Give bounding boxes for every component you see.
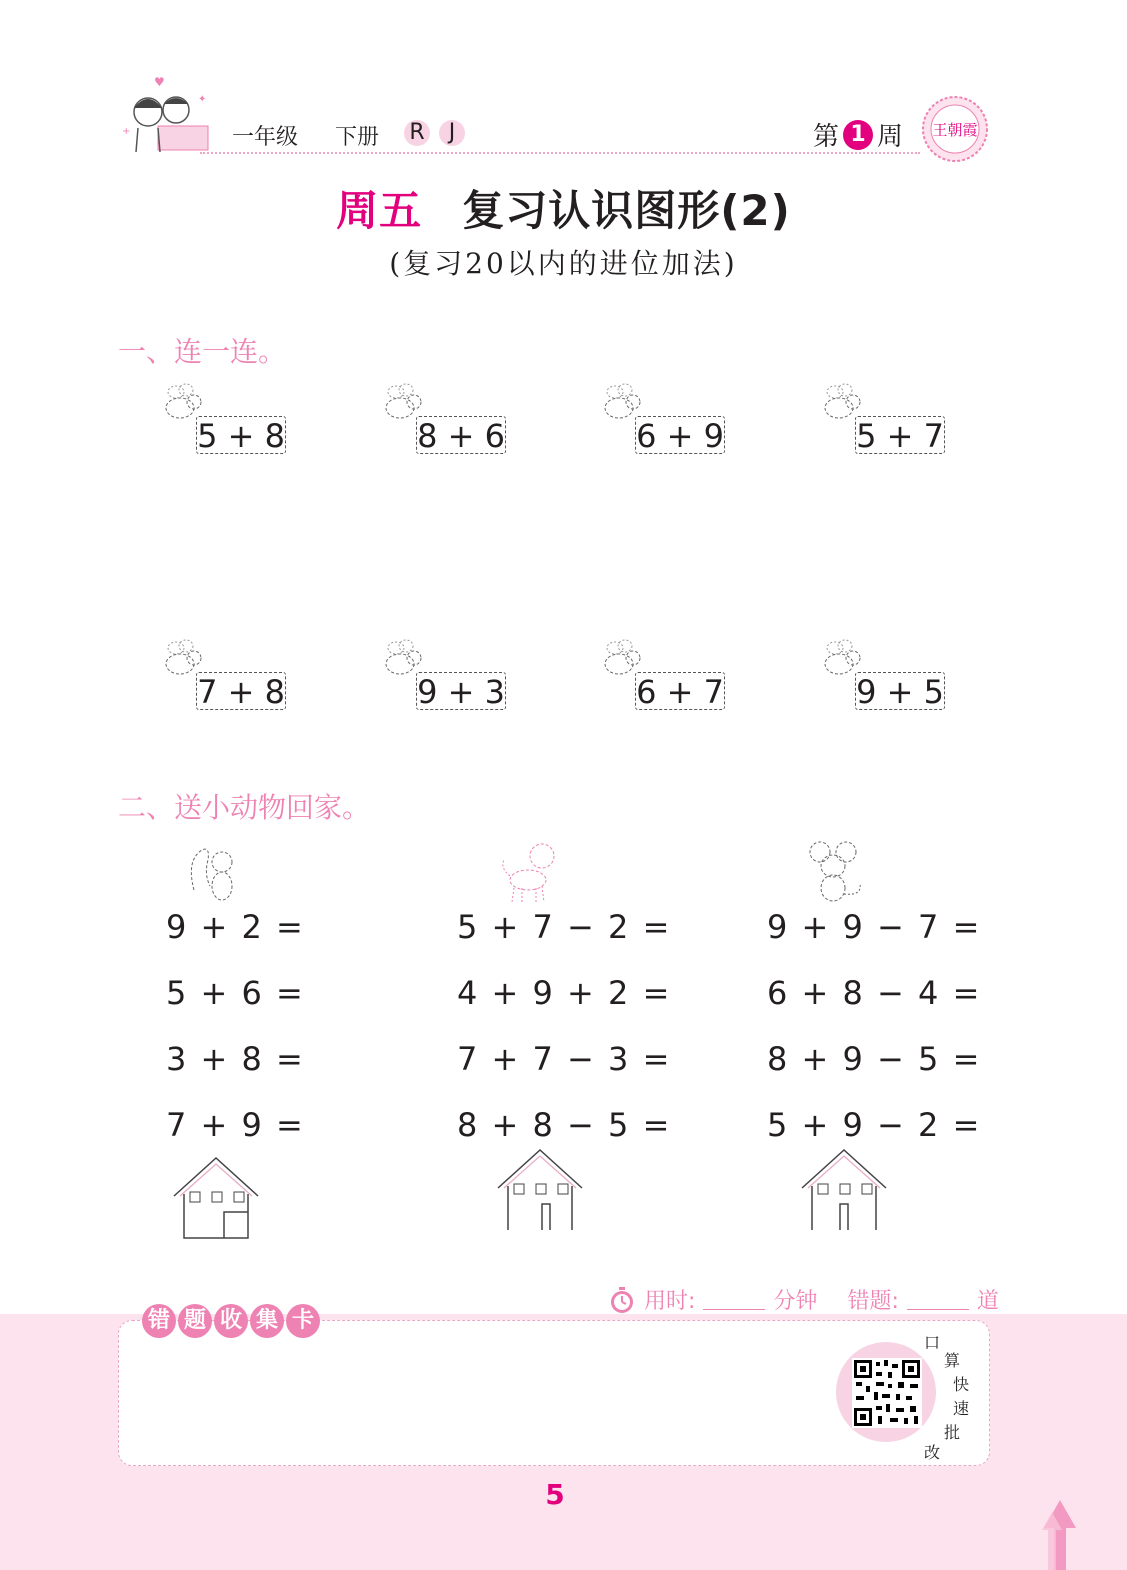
svg-text:王朝霞: 王朝霞 bbox=[932, 121, 978, 139]
edition-letter: R bbox=[404, 120, 430, 146]
expression-box[interactable]: 9 + 5 bbox=[856, 673, 944, 711]
grade-label: 一年级 bbox=[232, 125, 299, 150]
error-card-title: 错 题 收 集 卡 bbox=[142, 1304, 320, 1338]
equation: 6 + 8 − 4 = bbox=[767, 974, 982, 1012]
qr-caption-char: 口 bbox=[924, 1333, 941, 1352]
qr-caption-char: 算 bbox=[944, 1351, 961, 1370]
time-input[interactable] bbox=[703, 1289, 765, 1310]
arrow-up-icon bbox=[1040, 1498, 1080, 1570]
errors-unit: 道 bbox=[976, 1289, 999, 1314]
section2-title: 二、送小动物回家。 bbox=[118, 791, 371, 824]
edition-letter: J bbox=[439, 120, 465, 146]
bee-card bbox=[158, 636, 285, 711]
equation: 5 + 7 − 2 = bbox=[457, 908, 672, 946]
equation: 7 + 7 − 3 = bbox=[457, 1040, 672, 1078]
qr-caption-char: 改 bbox=[924, 1443, 941, 1462]
week-label: 第 1 周 bbox=[813, 121, 904, 152]
bee-card bbox=[597, 636, 724, 711]
expression-box[interactable]: 9 + 3 bbox=[417, 673, 505, 711]
qr-code-icon[interactable] bbox=[852, 1358, 922, 1428]
expression-box[interactable]: 5 + 8 bbox=[197, 417, 285, 455]
kids-illustration-icon bbox=[118, 72, 214, 158]
time-label: 用时: bbox=[644, 1289, 696, 1314]
expression-box[interactable]: 5 + 7 bbox=[856, 417, 944, 455]
bee-card bbox=[817, 380, 944, 455]
equation: 8 + 8 − 5 = bbox=[457, 1106, 672, 1144]
expression-box[interactable]: 7 + 8 bbox=[197, 673, 285, 711]
stopwatch-icon bbox=[608, 1286, 636, 1314]
page-subtitle: (复习20以内的进位加法) bbox=[389, 247, 738, 280]
svg-text:♥: ♥ bbox=[154, 75, 165, 89]
equation: 7 + 9 = bbox=[166, 1106, 305, 1144]
bee-card bbox=[817, 636, 944, 711]
bee-card bbox=[597, 380, 724, 455]
page-title bbox=[0, 178, 1127, 238]
equation: 9 + 2 = bbox=[166, 908, 305, 946]
bee-card bbox=[378, 380, 505, 455]
equation: 5 + 9 − 2 = bbox=[767, 1106, 982, 1144]
equation: 9 + 9 − 7 = bbox=[767, 908, 982, 946]
errors-label: 错题: bbox=[847, 1289, 899, 1314]
qr-caption-char: 快 bbox=[953, 1375, 970, 1394]
svg-text:+: + bbox=[122, 126, 131, 137]
expression-box[interactable]: 8 + 6 bbox=[417, 417, 505, 455]
section1-title: 一、连一连。 bbox=[118, 335, 287, 368]
svg-text:✦: ✦ bbox=[198, 94, 207, 105]
time-unit: 分钟 bbox=[773, 1289, 818, 1314]
qr-caption-char: 速 bbox=[953, 1399, 970, 1418]
house-icon bbox=[172, 1154, 260, 1242]
equation: 8 + 9 − 5 = bbox=[767, 1040, 982, 1078]
qr-caption-char: 批 bbox=[944, 1423, 961, 1442]
expression-box[interactable]: 6 + 7 bbox=[636, 673, 724, 711]
expression-box[interactable]: 6 + 9 bbox=[636, 417, 724, 455]
errors-input[interactable] bbox=[907, 1289, 969, 1310]
squirrel-icon bbox=[184, 840, 244, 904]
mouse-icon bbox=[800, 838, 868, 904]
title-day: 周五 bbox=[336, 186, 423, 235]
equation: 4 + 9 + 2 = bbox=[457, 974, 672, 1012]
volume-label: 下册 bbox=[335, 125, 380, 150]
pony-icon bbox=[498, 838, 562, 904]
edition-label bbox=[404, 120, 467, 146]
equation: 3 + 8 = bbox=[166, 1040, 305, 1078]
page-number: 5 bbox=[545, 1478, 565, 1511]
bee-card bbox=[158, 380, 285, 455]
header-divider bbox=[200, 152, 920, 154]
time-error-record bbox=[608, 1284, 999, 1315]
week-number-badge: 1 bbox=[843, 120, 873, 150]
equation: 5 + 6 = bbox=[166, 974, 305, 1012]
title-topic: 复习认识图形(2) bbox=[462, 186, 791, 235]
house-icon bbox=[800, 1146, 888, 1234]
author-stamp bbox=[920, 94, 990, 164]
house-icon bbox=[496, 1146, 584, 1234]
bee-card bbox=[378, 636, 505, 711]
